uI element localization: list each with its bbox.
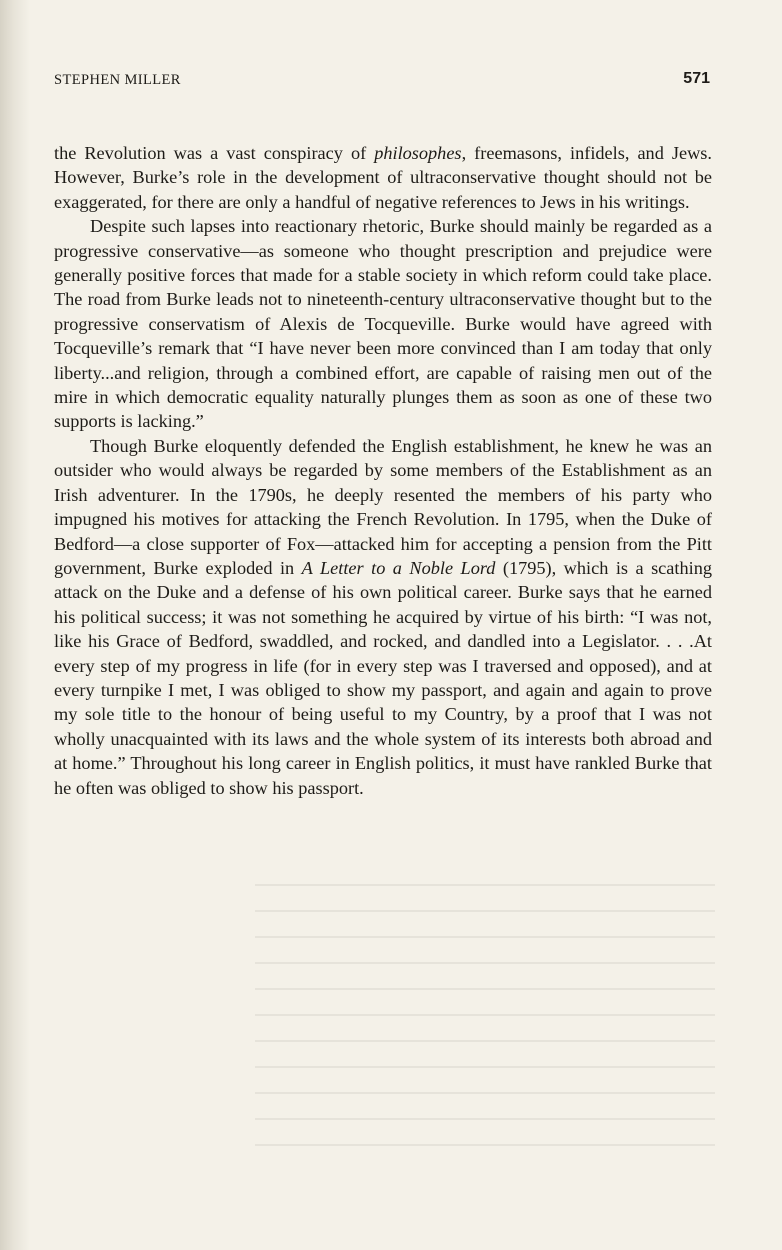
- body-text: [54, 141, 712, 800]
- show-through-texture: [255, 870, 715, 1170]
- paragraph-3-segment-1: Though Burke eloquently defended the English establishment, he knew he was an outsider who would always be regarded by some members of the Establishment as an Irish adventurer. In the 1790s, he deeply resented the members of his party who impugned his motives for attacking the French Revolution. In 1795, when the Duke of Bedford—a close supporter of Fox—attacked him for accepting a pension from the Pitt government, Burke exploded in: [54, 435, 712, 578]
- paragraph-2: [54, 214, 712, 434]
- paragraph-1-segment-1: the Revolution was a vast conspiracy of: [54, 143, 375, 163]
- paragraph-3: [54, 434, 712, 800]
- running-head: STEPHEN MILLER: [54, 72, 181, 88]
- page-header: [54, 70, 710, 92]
- paragraph-1-italic-term: philosophes: [374, 143, 462, 163]
- paragraph-3-segment-3: (1795), which is a scathing attack on the Duke and a defense of his own political career. Burke says that he earned his political success; it was not something he acquired by virtue of his birth: “I was not, like his Grace of Bedford, swaddled, and rocked, and dandled into a Legislator. . . .At every step of my progress in life (for in every step was I traversed and opposed), and at every turnpike I met, I was obliged to show my passport, and again and again to prove my sole title to the honour of being useful to my Country, by a proof that I was not wholly unacquainted with its laws and the whole system of its interests both abroad and at home.” Throughout his long career in English politics, it must have rankled Burke that he often was obliged to show his passport.: [54, 557, 712, 798]
- page-number: 571: [683, 70, 710, 87]
- page-gutter-shadow: [0, 0, 30, 1250]
- paragraph-2-segment-1: Despite such lapses into reactionary rhetoric, Burke should mainly be regarded as a progressive conservative—as someone who thought prescription and prejudice were generally positive forces that made for a stable society in which reform could take place. The road from Burke leads not to nineteenth-century ultraconservative thought but to the progressive conservatism of Alexis de Tocqueville. Burke would have agreed with Tocqueville’s remark that “I have never been more convinced than I am today that only liberty...and religion, through a combined effort, are capable of raising men out of the mire in which democratic equality naturally plunges them as soon as one of these two supports is lacking.”: [54, 216, 712, 432]
- paragraph-1-segment-3: , freemasons, infidels, and Jews. However, Burke’s role in the development of ultraconservative thought should not be exaggerated, for there are only a handful of negative references to Jews in his writings.: [54, 143, 712, 212]
- paragraph-1: [54, 141, 712, 214]
- paragraph-3-italic-title: A Letter to a Noble Lord: [301, 557, 496, 578]
